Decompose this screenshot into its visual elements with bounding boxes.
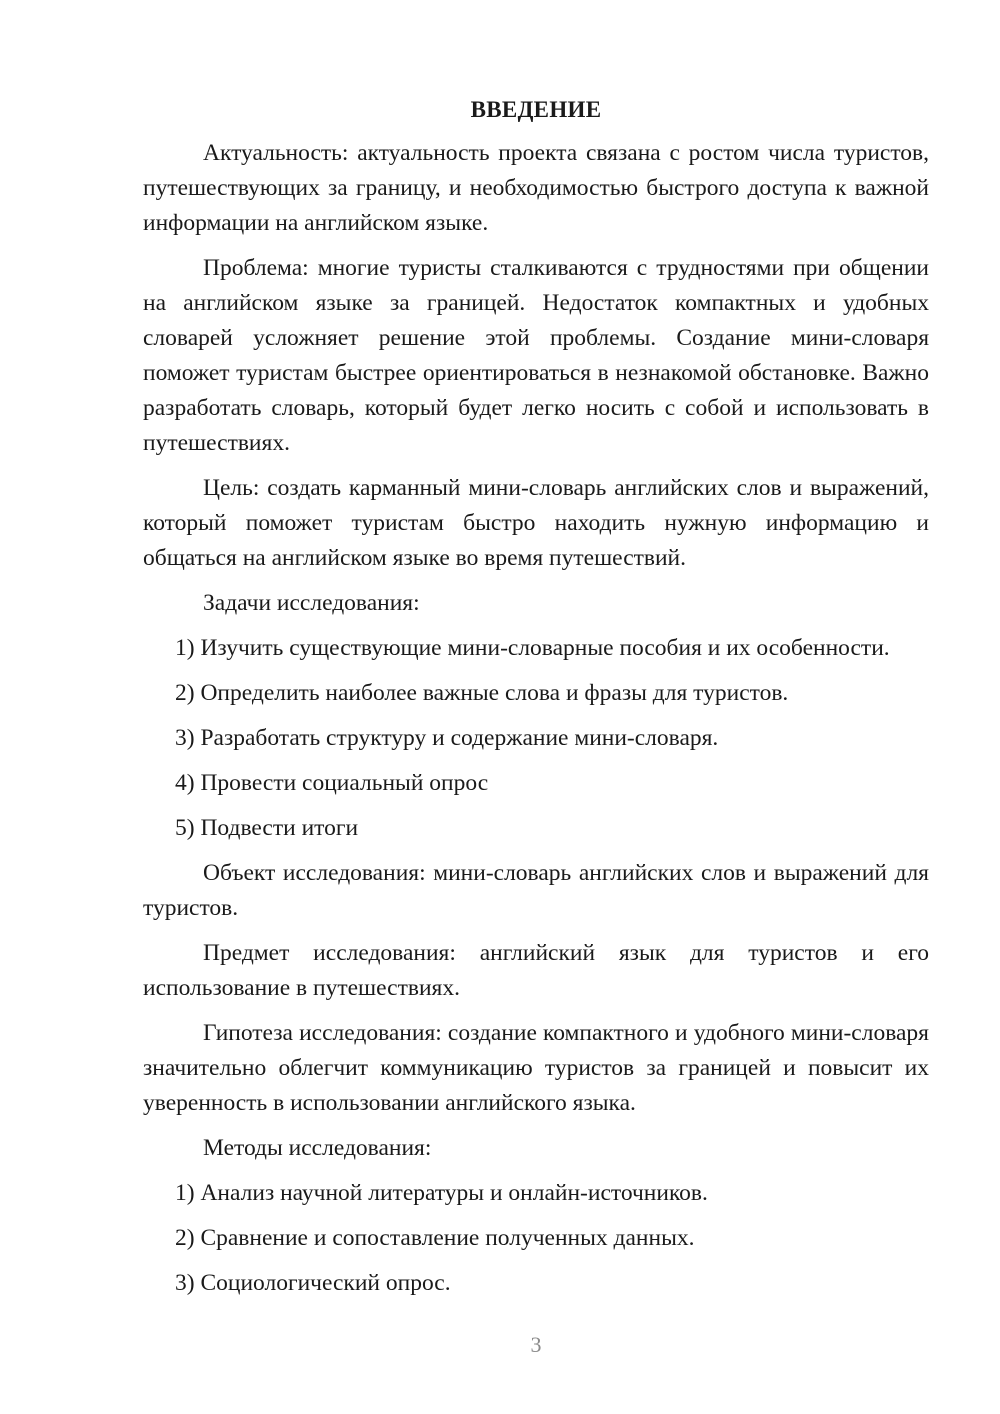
subject-paragraph: Предмет исследования: английский язык для туристов и его использование в путешествиях. <box>143 940 929 1001</box>
method-item: 3) Социологический опрос. <box>175 1270 451 1296</box>
object-paragraph: Объект исследования: мини-словарь английских слов и выражений для туристов. <box>143 860 929 921</box>
method-item: 2) Сравнение и сопоставление полученных данных. <box>175 1225 695 1251</box>
relevance-paragraph: Актуальность: актуальность проекта связана с ростом числа туристов, путешествующих за границу, и необходимостью быстрого доступа к важной информации на английском языке. <box>143 140 929 236</box>
task-item: 2) Определить наиболее важные слова и фразы для туристов. <box>175 680 789 706</box>
methods-heading: Методы исследования: <box>203 1135 432 1161</box>
task-item: 1) Изучить существующие мини-словарные пособия и их особенности. <box>175 635 890 661</box>
task-item: 3) Разработать структуру и содержание мини-словаря. <box>175 725 719 751</box>
task-item: 4) Провести социальный опрос <box>175 770 489 796</box>
problem-paragraph: Проблема: многие туристы сталкиваются с трудностями при общении на английском языке за границей. Недостаток компактных и удобных словарей усложняет решение этой проблемы. Создание мини-словаря поможет туристам быстрее ориентироваться в незнакомой обстановке. Важно разработать словарь, который будет легко носить с собой и использовать в путешествиях. <box>143 255 929 456</box>
tasks-heading: Задачи исследования: <box>203 590 420 616</box>
method-item: 1) Анализ научной литературы и онлайн-источников. <box>175 1180 708 1206</box>
page-number: 3 <box>530 1332 542 1357</box>
task-item: 5) Подвести итоги <box>175 815 359 841</box>
section-title: ВВЕДЕНИЕ <box>470 97 602 122</box>
goal-paragraph: Цель: создать карманный мини-словарь английских слов и выражений, который поможет туристам быстро находить нужную информацию и общаться на английском языке во время путешествий. <box>143 475 929 571</box>
page-content <box>143 92 929 1311</box>
hypothesis-paragraph: Гипотеза исследования: создание компактного и удобного мини-словаря значительно облегчит коммуникацию туристов за границей и повысит их уверенность в использовании английского языка. <box>143 1020 929 1116</box>
